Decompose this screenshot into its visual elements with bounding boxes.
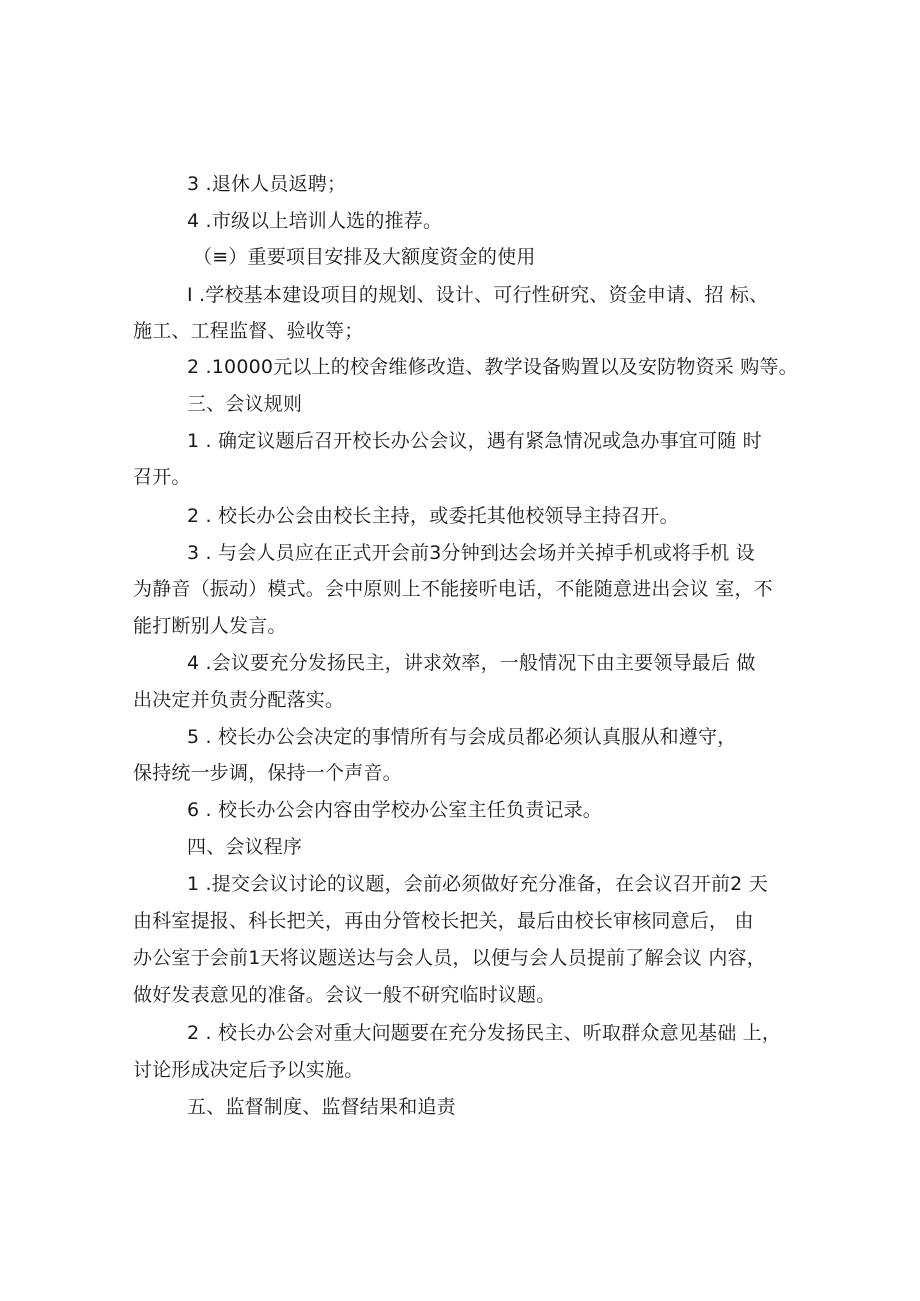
text-line: 5 . 校长办公会决定的事情所有与会成员都必须认真服从和遵守，: [187, 726, 737, 748]
text-line: 2 . 校长办公会对重大问题要在充分发扬民主、听取群众意见基础 上，: [187, 1022, 782, 1044]
text-line: I .学校基本建设项目的规划、设计、可行性研究、资金申请、招 标、: [187, 284, 769, 306]
text-line: 保持统一步调，保持一个声音。: [133, 762, 402, 784]
section-heading: 四、会议程序: [187, 836, 303, 858]
section-heading: 三、会议规则: [187, 393, 303, 415]
text-line: 施工、工程监督、验收等；: [133, 320, 364, 342]
text-line: 召开。: [133, 466, 191, 488]
text-line: 能打断别人发言。: [133, 615, 287, 637]
text-line: 办公室于会前1天将议题送达与会人员，以便与会人员提前了解会议 内容，: [133, 947, 766, 969]
text-line: 出决定并负责分配落实。: [133, 689, 345, 711]
text-line: 为静音（振动）模式。会中原则上不能接听电话，不能随意进出会议 室，不: [133, 578, 773, 600]
text-line: 3 . 与会人员应在正式开会前3分钟到达会场并关掉手机或将手机 设: [187, 542, 755, 564]
text-line: 6 . 校长办公会内容由学校办公室主任负责记录。: [187, 799, 603, 821]
text-line: 1 .提交会议讨论的议题，会前必须做好充分准备，在会议召开前2 天: [187, 873, 768, 895]
text-line: 做好发表意见的准备。会议一般不研究临时议题。: [133, 984, 556, 1006]
section-heading: 五、监督制度、监督结果和追责: [187, 1096, 456, 1118]
text-line: 4 .会议要充分发扬民主，讲求效率，一般情况下由主要领导最后 做: [187, 652, 756, 674]
text-line: 1 . 确定议题后召开校长办公会议，遇有紧急情况或急办事宜可随 时: [187, 430, 762, 452]
text-line: 由科室提报、科长把关，再由分管校长把关，最后由校长审核同意后， 由: [133, 910, 754, 932]
text-line: 讨论形成决定后予以实施。: [133, 1059, 364, 1081]
text-line: 2 . 校长办公会由校长主持，或委托其他校领导主持召开。: [187, 505, 679, 527]
section-heading: （≡）重要项目安排及大额度资金的使用: [193, 246, 536, 268]
text-line: 2 .10000元以上的校舍维修改造、教学设备购置以及安防物资采 购等。: [187, 356, 798, 378]
text-line: 4 .市级以上培训人选的推荐。: [187, 210, 443, 232]
text-line: 3 .退休人员返聘；: [187, 173, 347, 195]
